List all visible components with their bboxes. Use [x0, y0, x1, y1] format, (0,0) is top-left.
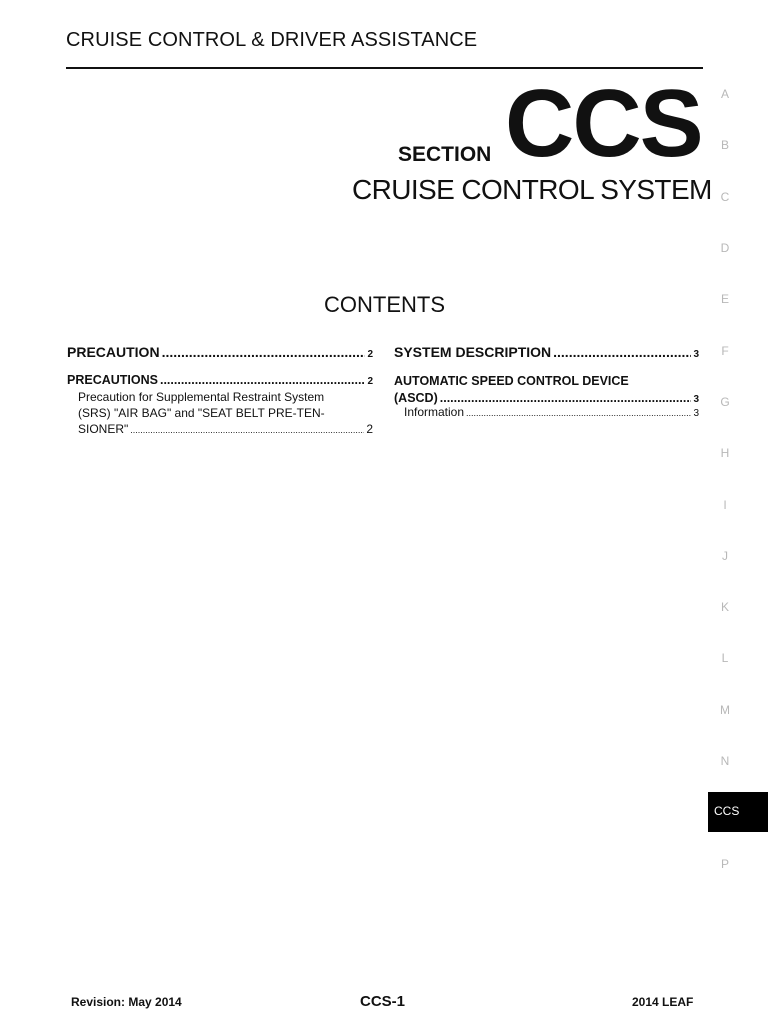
- toc-page-number: 2: [366, 422, 373, 436]
- footer-revision: Revision: May 2014: [71, 995, 182, 1009]
- side-tab-e[interactable]: E: [720, 292, 729, 306]
- side-tab-h[interactable]: H: [720, 446, 730, 460]
- header-title: CRUISE CONTROL & DRIVER ASSISTANCE: [66, 29, 478, 51]
- section-label: SECTION: [398, 143, 492, 166]
- side-tab-d[interactable]: D: [720, 241, 730, 255]
- toc-label: (ASCD): [394, 391, 438, 405]
- toc-entry-system-description[interactable]: [394, 344, 699, 360]
- toc-label-line: Precaution for Supplemental Restraint System: [78, 390, 325, 404]
- toc-label: PRECAUTION: [67, 344, 160, 360]
- toc-label: SIONER": [78, 422, 129, 436]
- section-title: CRUISE CONTROL SYSTEM: [352, 174, 712, 205]
- toc-page-number: 2: [367, 349, 373, 360]
- side-tab-l[interactable]: L: [721, 651, 729, 665]
- header-divider: [66, 67, 703, 69]
- side-tab-m[interactable]: M: [720, 703, 730, 717]
- toc-leader-dots: [553, 344, 691, 360]
- toc-page-number: 3: [693, 394, 699, 405]
- toc-left-column: [67, 344, 373, 360]
- side-tab-g[interactable]: G: [720, 395, 730, 409]
- side-tab-ccs-active[interactable]: [708, 792, 768, 832]
- side-tab-k[interactable]: K: [720, 600, 729, 614]
- footer-model: 2014 LEAF: [632, 995, 694, 1009]
- toc-leader-dots: [162, 344, 366, 360]
- toc-leader-dots: [130, 422, 364, 438]
- toc-entry-ascd[interactable]: [394, 373, 699, 408]
- toc-entry-srs[interactable]: [78, 389, 373, 438]
- toc-entry-precautions[interactable]: [67, 373, 373, 387]
- side-tab-f[interactable]: F: [721, 344, 729, 358]
- toc-label: PRECAUTIONS: [67, 373, 158, 387]
- toc-label: SYSTEM DESCRIPTION: [394, 344, 552, 360]
- toc-page-number: 3: [693, 408, 699, 419]
- toc-line-last: [78, 421, 373, 438]
- side-tab-p[interactable]: P: [720, 857, 729, 871]
- toc-entry-information[interactable]: [404, 405, 699, 419]
- toc-label: Information: [404, 405, 465, 419]
- toc-line: [404, 405, 699, 419]
- toc-right-column: [394, 344, 699, 360]
- side-tab-active-label: CCS: [714, 804, 740, 818]
- toc-entry-precaution[interactable]: [67, 344, 373, 360]
- side-tab-n[interactable]: N: [720, 754, 730, 768]
- side-tab-c[interactable]: C: [720, 190, 730, 204]
- side-tab-j[interactable]: J: [722, 549, 728, 563]
- toc-page-number: 3: [693, 349, 699, 360]
- toc-page-number: 2: [367, 376, 373, 387]
- section-code: CCS: [505, 70, 702, 177]
- footer-page-number: CCS-1: [360, 993, 406, 1010]
- toc-leader-dots: [466, 408, 691, 418]
- toc-left-column-2: [67, 373, 373, 387]
- side-tab-a[interactable]: A: [720, 87, 729, 101]
- toc-label-line: AUTOMATIC SPEED CONTROL DEVICE: [394, 374, 629, 388]
- side-tab-i[interactable]: I: [723, 498, 727, 512]
- toc-label-line: (SRS) "AIR BAG" and "SEAT BELT PRE-TEN-: [78, 406, 325, 420]
- contents-heading: CONTENTS: [324, 292, 445, 317]
- toc-leader-dots: [160, 373, 365, 387]
- side-tab-b[interactable]: B: [720, 138, 729, 152]
